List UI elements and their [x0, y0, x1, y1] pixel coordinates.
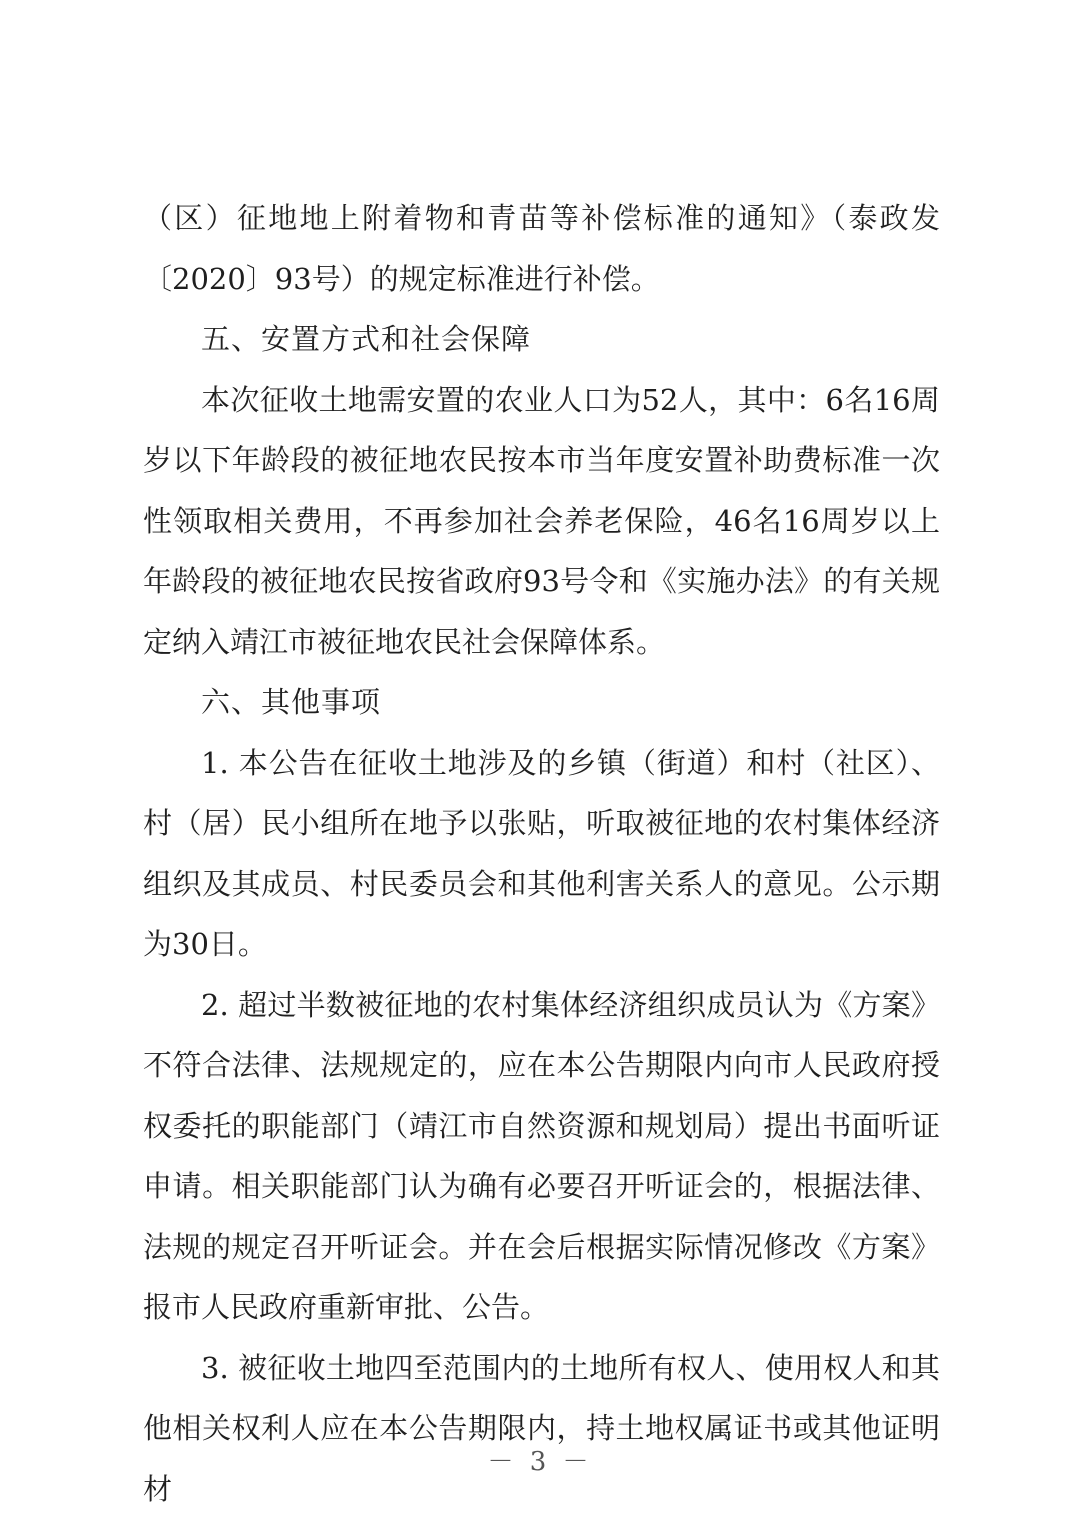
paragraph-item-1: 1. 本公告在征收土地涉及的乡镇（街道）和村（社区）、村（居）民小组所在地予以张贴，听取被征地的农村集体经济组织及其成员、村民委员会和其他利害关系人的意见。公示期为30日。: [143, 745, 940, 961]
paragraph-item-2: 2. 超过半数被征地的农村集体经济组织成员认为《方案》不符合法律、法规规定的，应在本公告期限内向市人民政府授权委托的职能部门（靖江市自然资源和规划局）提出书面听证申请。相关职能部门认为确有必要召开听证会的，根据法律、法规的规定召开听证会。并在会后根据实际情况修改《方案》报市人民政府重新审批、公告。: [143, 987, 940, 1324]
paragraph-resettlement: 本次征收土地需安置的农业人口为52人，其中：6名16周岁以下年龄段的被征地农民按本市当年度安置补助费标准一次性领取相关费用，不再参加社会养老保险，46名16周岁以上年龄段的被征地农民按省政府93号令和《实施办法》的有关规定纳入靖江市被征地农民社会保障体系。: [143, 382, 940, 659]
paragraph-continuation: （区）征地地上附着物和青苗等补偿标准的通知》（泰政发〔2020〕93号）的规定标准进行补偿。: [143, 201, 940, 296]
paragraph-item-3: 3. 被征收土地四至范围内的土地所有权人、使用权人和其他相关权利人应在本公告期限内，持土地权属证书或其他证明材: [143, 1350, 940, 1506]
page-number: － 3 －: [487, 1447, 593, 1477]
document-body: [143, 188, 940, 1519]
section-heading-resettlement: 五、安置方式和社会保障: [201, 322, 532, 356]
section-heading-other-matters: 六、其他事项: [201, 685, 382, 719]
